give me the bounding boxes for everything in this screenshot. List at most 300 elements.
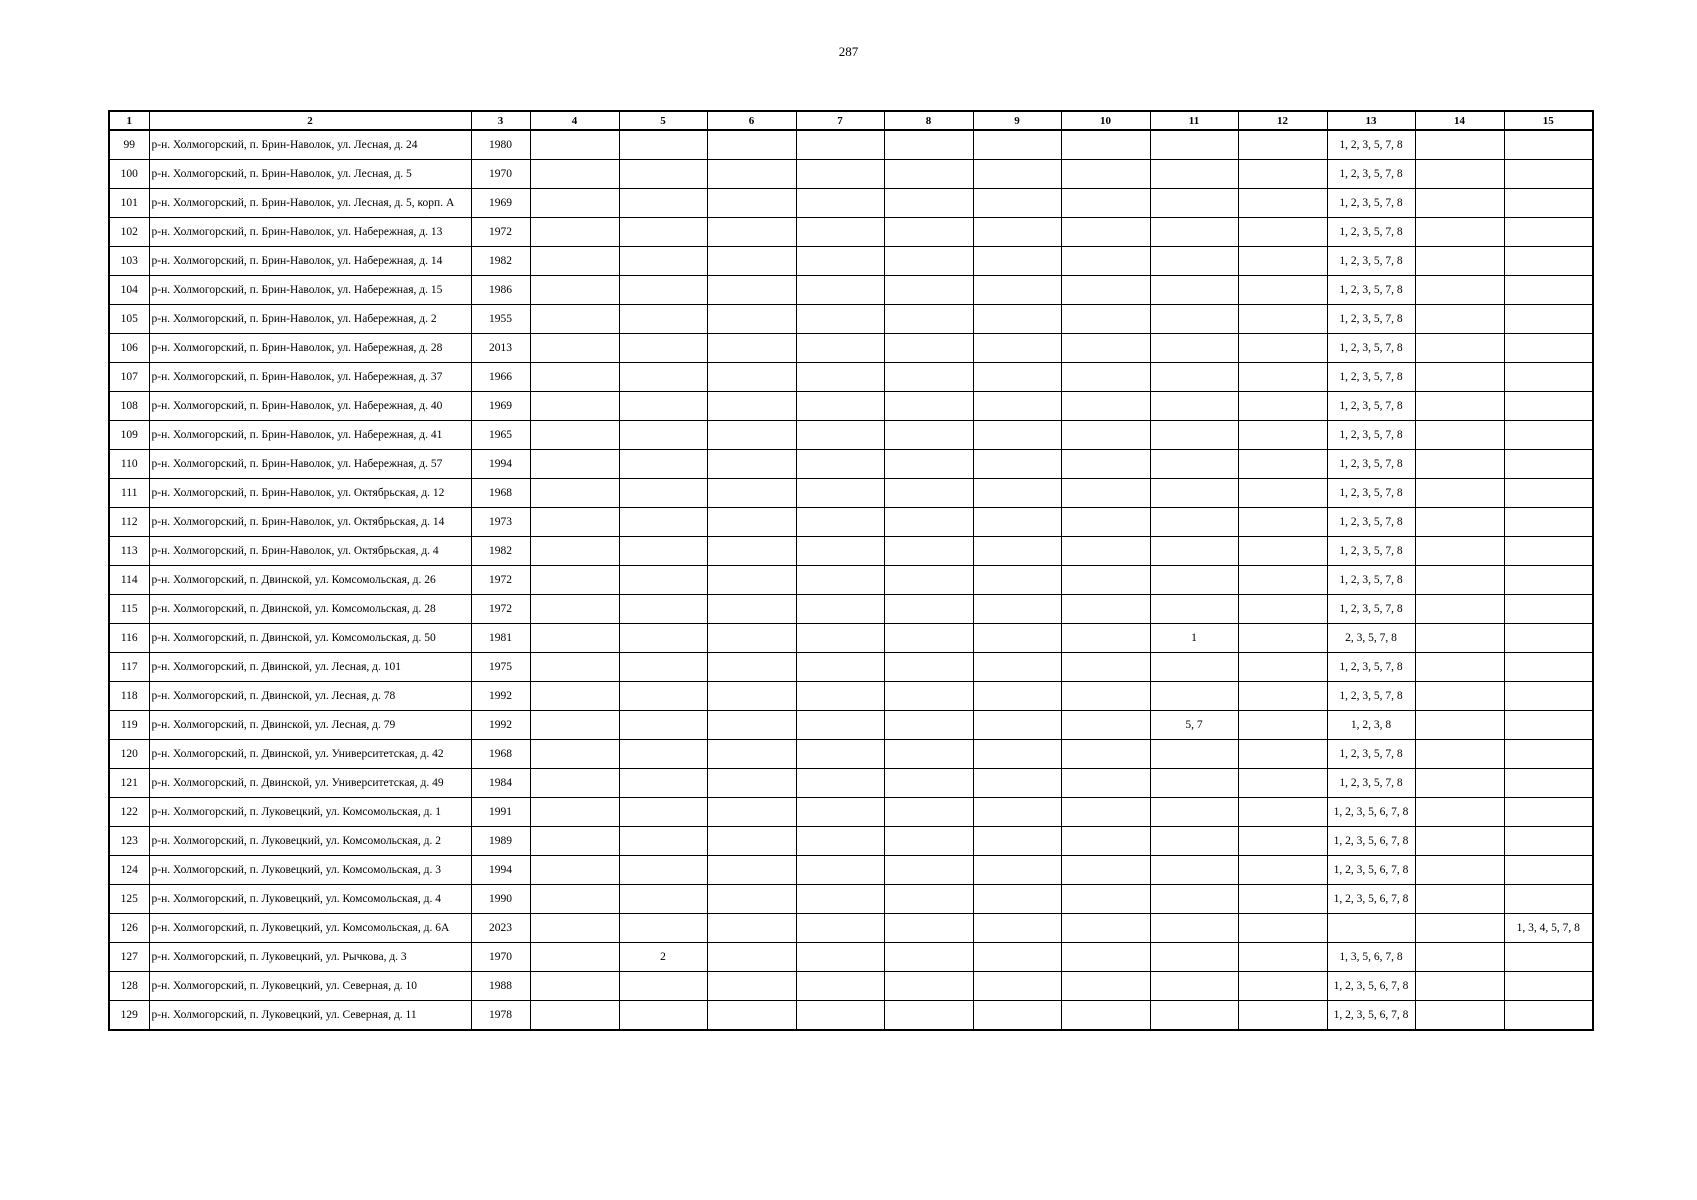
year-cell: 2023 xyxy=(471,914,530,943)
column-10-cell xyxy=(1061,479,1150,508)
column-4-cell xyxy=(530,305,619,334)
column-4-cell xyxy=(530,247,619,276)
column-6-cell xyxy=(707,508,796,537)
table-row xyxy=(109,885,1593,914)
column-6-cell xyxy=(707,827,796,856)
column-12-cell xyxy=(1238,856,1327,885)
year-cell: 1973 xyxy=(471,508,530,537)
address-cell: р-н. Холмогорский, п. Брин-Наволок, ул. Набережная, д. 28 xyxy=(149,334,471,363)
year-cell: 1969 xyxy=(471,392,530,421)
column-8-cell xyxy=(884,711,973,740)
row-number-cell: 129 xyxy=(109,1001,149,1031)
column-8-cell xyxy=(884,537,973,566)
column-7-cell xyxy=(796,130,884,160)
column-12-cell xyxy=(1238,885,1327,914)
column-11-cell xyxy=(1150,189,1238,218)
column-15-cell xyxy=(1504,595,1593,624)
row-number-cell: 110 xyxy=(109,450,149,479)
year-cell: 1972 xyxy=(471,595,530,624)
column-14-cell xyxy=(1415,450,1504,479)
column-15-cell xyxy=(1504,856,1593,885)
column-7-cell xyxy=(796,711,884,740)
table-row xyxy=(109,160,1593,189)
address-cell: р-н. Холмогорский, п. Брин-Наволок, ул. Октябрьская, д. 12 xyxy=(149,479,471,508)
column-6-cell xyxy=(707,334,796,363)
table-row xyxy=(109,798,1593,827)
address-cell: р-н. Холмогорский, п. Брин-Наволок, ул. Октябрьская, д. 14 xyxy=(149,508,471,537)
column-4-cell xyxy=(530,450,619,479)
address-cell: р-н. Холмогорский, п. Брин-Наволок, ул. Набережная, д. 41 xyxy=(149,421,471,450)
column-13-cell: 1, 2, 3, 5, 7, 8 xyxy=(1327,276,1415,305)
table-row xyxy=(109,392,1593,421)
column-6-cell xyxy=(707,972,796,1001)
column-5-cell xyxy=(619,508,707,537)
column-5-cell xyxy=(619,740,707,769)
column-5-cell xyxy=(619,566,707,595)
column-9-cell xyxy=(973,305,1061,334)
column-8-cell xyxy=(884,595,973,624)
column-4-cell xyxy=(530,566,619,595)
column-8-cell xyxy=(884,479,973,508)
column-13-cell: 1, 2, 3, 5, 7, 8 xyxy=(1327,450,1415,479)
column-4-cell xyxy=(530,624,619,653)
column-4-cell xyxy=(530,189,619,218)
column-12-cell xyxy=(1238,653,1327,682)
column-8-cell xyxy=(884,624,973,653)
column-header: 14 xyxy=(1415,111,1504,130)
column-15-cell xyxy=(1504,798,1593,827)
column-7-cell xyxy=(796,595,884,624)
row-number-cell: 109 xyxy=(109,421,149,450)
column-4-cell xyxy=(530,711,619,740)
table-row xyxy=(109,421,1593,450)
column-13-cell: 1, 2, 3, 5, 7, 8 xyxy=(1327,305,1415,334)
column-14-cell xyxy=(1415,914,1504,943)
column-7-cell xyxy=(796,682,884,711)
address-cell: р-н. Холмогорский, п. Брин-Наволок, ул. Набережная, д. 40 xyxy=(149,392,471,421)
column-7-cell xyxy=(796,769,884,798)
row-number-cell: 99 xyxy=(109,130,149,160)
column-13-cell: 1, 2, 3, 5, 7, 8 xyxy=(1327,363,1415,392)
column-5-cell xyxy=(619,595,707,624)
column-15-cell xyxy=(1504,450,1593,479)
column-header: 3 xyxy=(471,111,530,130)
column-6-cell xyxy=(707,624,796,653)
column-13-cell: 1, 2, 3, 5, 6, 7, 8 xyxy=(1327,798,1415,827)
row-number-cell: 126 xyxy=(109,914,149,943)
column-14-cell xyxy=(1415,363,1504,392)
column-4-cell xyxy=(530,682,619,711)
column-14-cell xyxy=(1415,130,1504,160)
table-row xyxy=(109,276,1593,305)
column-10-cell xyxy=(1061,653,1150,682)
year-cell: 2013 xyxy=(471,334,530,363)
column-8-cell xyxy=(884,508,973,537)
column-8-cell xyxy=(884,827,973,856)
column-9-cell xyxy=(973,363,1061,392)
column-11-cell xyxy=(1150,334,1238,363)
year-cell: 1982 xyxy=(471,247,530,276)
column-9-cell xyxy=(973,537,1061,566)
column-7-cell xyxy=(796,421,884,450)
column-14-cell xyxy=(1415,653,1504,682)
row-number-cell: 118 xyxy=(109,682,149,711)
column-6-cell xyxy=(707,392,796,421)
column-6-cell xyxy=(707,769,796,798)
column-12-cell xyxy=(1238,247,1327,276)
column-14-cell xyxy=(1415,334,1504,363)
column-8-cell xyxy=(884,160,973,189)
column-6-cell xyxy=(707,914,796,943)
year-cell: 1972 xyxy=(471,218,530,247)
column-13-cell: 1, 2, 3, 5, 7, 8 xyxy=(1327,769,1415,798)
column-6-cell xyxy=(707,247,796,276)
column-7-cell xyxy=(796,450,884,479)
column-5-cell xyxy=(619,827,707,856)
column-8-cell xyxy=(884,130,973,160)
column-9-cell xyxy=(973,711,1061,740)
column-8-cell xyxy=(884,769,973,798)
table-row xyxy=(109,740,1593,769)
column-header: 11 xyxy=(1150,111,1238,130)
column-15-cell xyxy=(1504,827,1593,856)
year-cell: 1994 xyxy=(471,856,530,885)
column-14-cell xyxy=(1415,682,1504,711)
column-10-cell xyxy=(1061,740,1150,769)
year-cell: 1986 xyxy=(471,276,530,305)
column-7-cell xyxy=(796,363,884,392)
column-14-cell xyxy=(1415,247,1504,276)
column-14-cell xyxy=(1415,305,1504,334)
year-cell: 1994 xyxy=(471,450,530,479)
address-cell: р-н. Холмогорский, п. Двинской, ул. Комсомольская, д. 50 xyxy=(149,624,471,653)
table-row xyxy=(109,624,1593,653)
column-7-cell xyxy=(796,305,884,334)
column-9-cell xyxy=(973,247,1061,276)
column-11-cell xyxy=(1150,827,1238,856)
column-10-cell xyxy=(1061,334,1150,363)
column-5-cell xyxy=(619,798,707,827)
column-12-cell xyxy=(1238,769,1327,798)
row-number-cell: 125 xyxy=(109,885,149,914)
column-8-cell xyxy=(884,450,973,479)
column-11-cell xyxy=(1150,508,1238,537)
address-cell: р-н. Холмогорский, п. Брин-Наволок, ул. Лесная, д. 5, корп. А xyxy=(149,189,471,218)
column-header: 2 xyxy=(149,111,471,130)
column-8-cell xyxy=(884,885,973,914)
column-15-cell xyxy=(1504,769,1593,798)
address-cell: р-н. Холмогорский, п. Брин-Наволок, ул. Набережная, д. 15 xyxy=(149,276,471,305)
year-cell: 1989 xyxy=(471,827,530,856)
column-11-cell xyxy=(1150,421,1238,450)
address-cell: р-н. Холмогорский, п. Брин-Наволок, ул. Набережная, д. 13 xyxy=(149,218,471,247)
column-5-cell xyxy=(619,334,707,363)
column-14-cell xyxy=(1415,276,1504,305)
column-4-cell xyxy=(530,392,619,421)
column-10-cell xyxy=(1061,537,1150,566)
column-9-cell xyxy=(973,972,1061,1001)
column-12-cell xyxy=(1238,421,1327,450)
column-9-cell xyxy=(973,218,1061,247)
column-7-cell xyxy=(796,972,884,1001)
column-15-cell xyxy=(1504,392,1593,421)
column-10-cell xyxy=(1061,682,1150,711)
table-row xyxy=(109,479,1593,508)
row-number-cell: 112 xyxy=(109,508,149,537)
column-15-cell xyxy=(1504,189,1593,218)
column-8-cell xyxy=(884,247,973,276)
column-5-cell xyxy=(619,450,707,479)
address-cell: р-н. Холмогорский, п. Двинской, ул. Лесная, д. 78 xyxy=(149,682,471,711)
row-number-cell: 121 xyxy=(109,769,149,798)
column-12-cell xyxy=(1238,943,1327,972)
column-15-cell xyxy=(1504,566,1593,595)
column-10-cell xyxy=(1061,421,1150,450)
address-cell: р-н. Холмогорский, п. Двинской, ул. Комсомольская, д. 26 xyxy=(149,566,471,595)
column-6-cell xyxy=(707,798,796,827)
column-10-cell xyxy=(1061,943,1150,972)
table-row xyxy=(109,914,1593,943)
column-9-cell xyxy=(973,740,1061,769)
row-number-cell: 104 xyxy=(109,276,149,305)
column-11-cell xyxy=(1150,682,1238,711)
column-14-cell xyxy=(1415,595,1504,624)
column-12-cell xyxy=(1238,218,1327,247)
column-5-cell xyxy=(619,769,707,798)
column-14-cell xyxy=(1415,160,1504,189)
row-number-cell: 107 xyxy=(109,363,149,392)
column-13-cell: 1, 2, 3, 5, 6, 7, 8 xyxy=(1327,1001,1415,1031)
table-row xyxy=(109,595,1593,624)
column-5-cell xyxy=(619,914,707,943)
column-9-cell xyxy=(973,160,1061,189)
address-cell: р-н. Холмогорский, п. Брин-Наволок, ул. Набережная, д. 57 xyxy=(149,450,471,479)
column-6-cell xyxy=(707,1001,796,1031)
column-5-cell xyxy=(619,421,707,450)
column-9-cell xyxy=(973,1001,1061,1031)
column-8-cell xyxy=(884,1001,973,1031)
column-4-cell xyxy=(530,972,619,1001)
column-10-cell xyxy=(1061,276,1150,305)
column-12-cell xyxy=(1238,972,1327,1001)
column-header: 13 xyxy=(1327,111,1415,130)
address-cell: р-н. Холмогорский, п. Брин-Наволок, ул. Октябрьская, д. 4 xyxy=(149,537,471,566)
column-9-cell xyxy=(973,769,1061,798)
column-9-cell xyxy=(973,682,1061,711)
column-12-cell xyxy=(1238,595,1327,624)
column-header: 10 xyxy=(1061,111,1150,130)
column-7-cell xyxy=(796,479,884,508)
column-header: 7 xyxy=(796,111,884,130)
address-cell: р-н. Холмогорский, п. Брин-Наволок, ул. Набережная, д. 37 xyxy=(149,363,471,392)
address-cell: р-н. Холмогорский, п. Луковецкий, ул. Северная, д. 11 xyxy=(149,1001,471,1031)
year-cell: 1975 xyxy=(471,653,530,682)
column-4-cell xyxy=(530,537,619,566)
column-10-cell xyxy=(1061,130,1150,160)
column-13-cell: 1, 2, 3, 8 xyxy=(1327,711,1415,740)
column-header: 12 xyxy=(1238,111,1327,130)
address-cell: р-н. Холмогорский, п. Двинской, ул. Университетская, д. 42 xyxy=(149,740,471,769)
column-7-cell xyxy=(796,508,884,537)
column-15-cell xyxy=(1504,276,1593,305)
column-13-cell: 1, 2, 3, 5, 7, 8 xyxy=(1327,421,1415,450)
column-10-cell xyxy=(1061,595,1150,624)
column-15-cell xyxy=(1504,130,1593,160)
column-5-cell xyxy=(619,160,707,189)
row-number-cell: 128 xyxy=(109,972,149,1001)
address-cell: р-н. Холмогорский, п. Луковецкий, ул. Комсомольская, д. 1 xyxy=(149,798,471,827)
column-8-cell xyxy=(884,653,973,682)
column-8-cell xyxy=(884,305,973,334)
column-7-cell xyxy=(796,914,884,943)
column-10-cell xyxy=(1061,508,1150,537)
address-cell: р-н. Холмогорский, п. Луковецкий, ул. Северная, д. 10 xyxy=(149,972,471,1001)
column-6-cell xyxy=(707,450,796,479)
column-11-cell xyxy=(1150,972,1238,1001)
column-15-cell xyxy=(1504,160,1593,189)
table-row xyxy=(109,769,1593,798)
column-4-cell xyxy=(530,160,619,189)
column-6-cell xyxy=(707,885,796,914)
column-4-cell xyxy=(530,914,619,943)
column-9-cell xyxy=(973,508,1061,537)
column-5-cell xyxy=(619,682,707,711)
column-10-cell xyxy=(1061,450,1150,479)
column-12-cell xyxy=(1238,682,1327,711)
column-6-cell xyxy=(707,711,796,740)
column-11-cell xyxy=(1150,537,1238,566)
year-cell: 1969 xyxy=(471,189,530,218)
column-15-cell: 1, 3, 4, 5, 7, 8 xyxy=(1504,914,1593,943)
column-11-cell xyxy=(1150,943,1238,972)
column-13-cell: 1, 2, 3, 5, 7, 8 xyxy=(1327,595,1415,624)
column-12-cell xyxy=(1238,537,1327,566)
column-6-cell xyxy=(707,537,796,566)
address-cell: р-н. Холмогорский, п. Луковецкий, ул. Комсомольская, д. 2 xyxy=(149,827,471,856)
address-cell: р-н. Холмогорский, п. Двинской, ул. Комсомольская, д. 28 xyxy=(149,595,471,624)
column-8-cell xyxy=(884,972,973,1001)
address-cell: р-н. Холмогорский, п. Двинской, ул. Университетская, д. 49 xyxy=(149,769,471,798)
table-row xyxy=(109,508,1593,537)
column-4-cell xyxy=(530,740,619,769)
year-cell: 1970 xyxy=(471,160,530,189)
column-11-cell xyxy=(1150,479,1238,508)
row-number-cell: 123 xyxy=(109,827,149,856)
column-14-cell xyxy=(1415,392,1504,421)
column-6-cell xyxy=(707,218,796,247)
column-8-cell xyxy=(884,334,973,363)
column-7-cell xyxy=(796,653,884,682)
page-number: 287 xyxy=(838,44,859,59)
column-13-cell: 1, 2, 3, 5, 7, 8 xyxy=(1327,392,1415,421)
column-15-cell xyxy=(1504,421,1593,450)
column-11-cell xyxy=(1150,130,1238,160)
column-15-cell xyxy=(1504,711,1593,740)
column-9-cell xyxy=(973,276,1061,305)
table-row xyxy=(109,943,1593,972)
table-row xyxy=(109,827,1593,856)
column-header: 4 xyxy=(530,111,619,130)
column-8-cell xyxy=(884,566,973,595)
column-8-cell xyxy=(884,740,973,769)
table-row xyxy=(109,247,1593,276)
column-9-cell xyxy=(973,914,1061,943)
column-6-cell xyxy=(707,595,796,624)
row-number-cell: 102 xyxy=(109,218,149,247)
column-4-cell xyxy=(530,943,619,972)
column-9-cell xyxy=(973,827,1061,856)
column-13-cell xyxy=(1327,914,1415,943)
year-cell: 1970 xyxy=(471,943,530,972)
column-6-cell xyxy=(707,130,796,160)
column-8-cell xyxy=(884,276,973,305)
table-row xyxy=(109,450,1593,479)
column-5-cell xyxy=(619,972,707,1001)
column-5-cell xyxy=(619,711,707,740)
row-number-cell: 108 xyxy=(109,392,149,421)
column-header: 6 xyxy=(707,111,796,130)
row-number-cell: 122 xyxy=(109,798,149,827)
table-row xyxy=(109,130,1593,160)
table-row xyxy=(109,1001,1593,1031)
column-5-cell xyxy=(619,1001,707,1031)
column-13-cell: 1, 2, 3, 5, 6, 7, 8 xyxy=(1327,856,1415,885)
column-12-cell xyxy=(1238,798,1327,827)
address-cell: р-н. Холмогорский, п. Двинской, ул. Лесная, д. 101 xyxy=(149,653,471,682)
column-header: 9 xyxy=(973,111,1061,130)
column-14-cell xyxy=(1415,769,1504,798)
year-cell: 1955 xyxy=(471,305,530,334)
column-9-cell xyxy=(973,798,1061,827)
column-14-cell xyxy=(1415,508,1504,537)
table-row xyxy=(109,189,1593,218)
column-10-cell xyxy=(1061,624,1150,653)
table-row xyxy=(109,566,1593,595)
column-14-cell xyxy=(1415,1001,1504,1031)
column-13-cell: 1, 2, 3, 5, 7, 8 xyxy=(1327,508,1415,537)
row-number-cell: 101 xyxy=(109,189,149,218)
column-4-cell xyxy=(530,885,619,914)
column-15-cell xyxy=(1504,943,1593,972)
column-7-cell xyxy=(796,392,884,421)
column-12-cell xyxy=(1238,566,1327,595)
column-5-cell xyxy=(619,247,707,276)
column-9-cell xyxy=(973,885,1061,914)
column-5-cell xyxy=(619,537,707,566)
year-cell: 1982 xyxy=(471,537,530,566)
column-14-cell xyxy=(1415,885,1504,914)
column-6-cell xyxy=(707,160,796,189)
table-row xyxy=(109,653,1593,682)
column-11-cell xyxy=(1150,653,1238,682)
column-15-cell xyxy=(1504,247,1593,276)
year-cell: 1992 xyxy=(471,711,530,740)
column-9-cell xyxy=(973,856,1061,885)
column-12-cell xyxy=(1238,624,1327,653)
column-13-cell: 2, 3, 5, 7, 8 xyxy=(1327,624,1415,653)
column-9-cell xyxy=(973,189,1061,218)
column-4-cell xyxy=(530,653,619,682)
column-8-cell xyxy=(884,798,973,827)
column-15-cell xyxy=(1504,1001,1593,1031)
column-14-cell xyxy=(1415,624,1504,653)
address-cell: р-н. Холмогорский, п. Луковецкий, ул. Комсомольская, д. 4 xyxy=(149,885,471,914)
year-cell: 1988 xyxy=(471,972,530,1001)
column-5-cell xyxy=(619,392,707,421)
column-13-cell: 1, 2, 3, 5, 7, 8 xyxy=(1327,160,1415,189)
column-13-cell: 1, 2, 3, 5, 7, 8 xyxy=(1327,740,1415,769)
row-number-cell: 124 xyxy=(109,856,149,885)
